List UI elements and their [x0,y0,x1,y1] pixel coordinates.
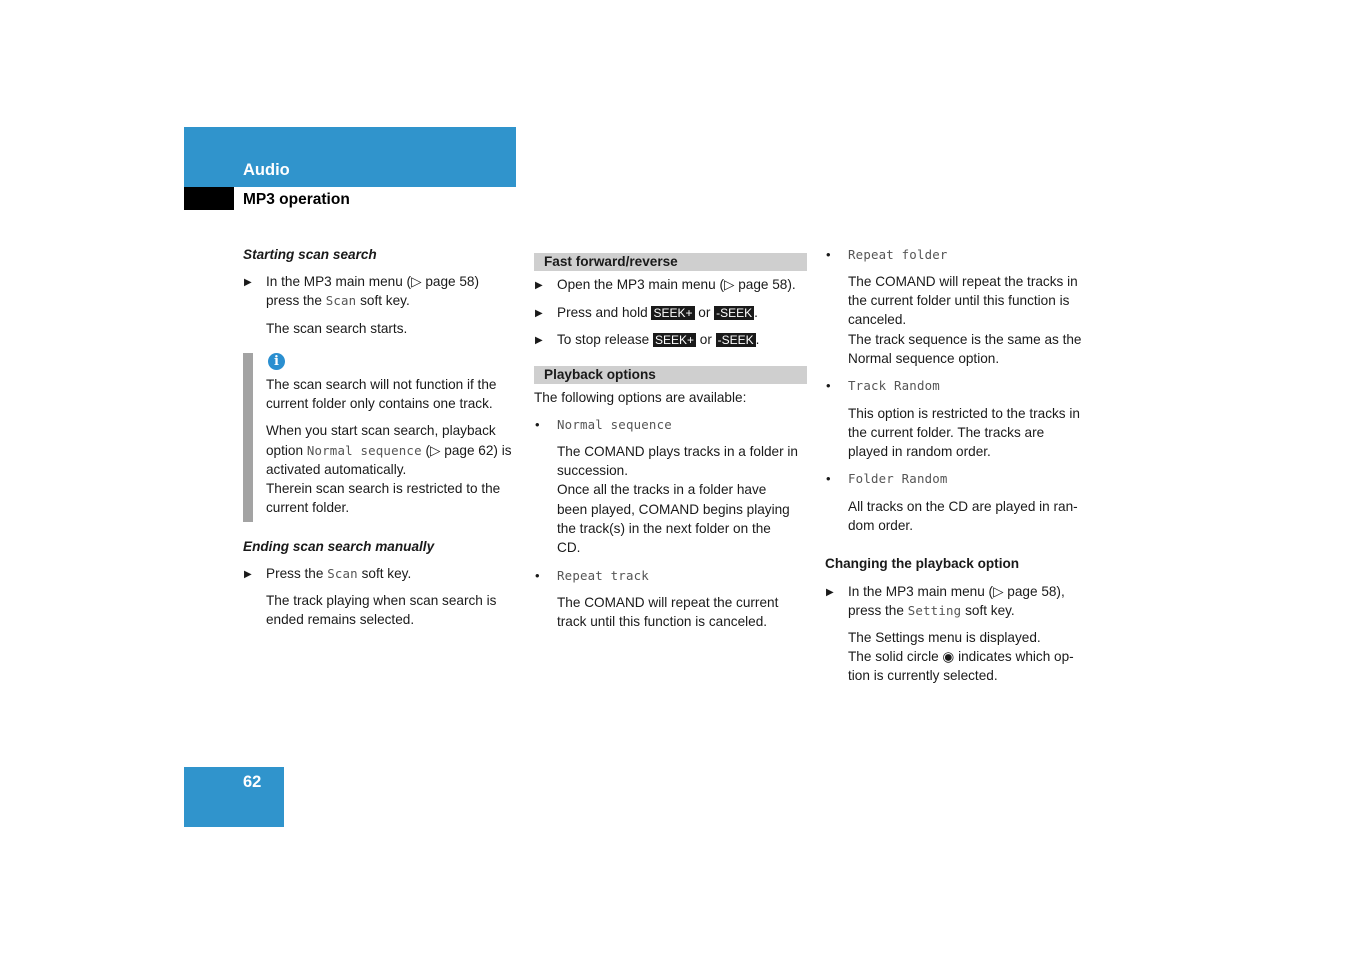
option-normal-sequence: Normal sequence [557,417,672,432]
option-description: The COMAND will repeat the tracks in the current folder until this function is canceled. The track sequence is the same as the Normal sequence option. [848,274,1082,366]
step-result: The scan search starts. [266,321,408,336]
option-folder-random: Folder Random [848,471,948,486]
step-result: The Settings menu is displayed. The solid circle ◉ indicates which op- tion is currently selected. [848,630,1074,684]
bullet-icon: • [826,471,831,486]
option-repeat-track: Repeat track [557,568,649,583]
step-stop-release: To stop release SEEK+ or -SEEK . [557,332,760,347]
step-start-scan: In the MP3 main menu (▷ page 58) press the Scan soft key. [266,274,479,309]
subtitle-marker [184,187,234,210]
step-result: The track playing when scan search is ended remains selected. [266,593,497,628]
bullet-icon: • [535,417,540,432]
header-banner [184,127,516,187]
bullet-icon: • [826,247,831,262]
option-description: The COMAND will repeat the current track until this function is canceled. [557,595,779,630]
setting-softkey: Setting [907,603,962,619]
section-subtitle: MP3 operation [243,191,350,208]
section-title: Audio [243,161,290,179]
scan-softkey: Scan [327,566,358,581]
step-arrow-icon: ▶ [244,277,252,288]
seek-forward-key: SEEK+ [653,306,693,320]
page-number-box [184,767,284,827]
info-note: The scan search will not function if the current folder only contains one track. When you start scan search, playback option Normal sequence (▷ page 62) is activated automatically. Therein scan search is restricted to the current folder. [266,377,512,516]
option-track-random: Track Random [848,378,940,393]
info-sidebar [243,353,253,522]
option-repeat-folder: Repeat folder [848,247,948,262]
scan-softkey: Scan [325,293,357,309]
seek-forward-key: SEEK+ [654,333,694,347]
bullet-icon: • [826,378,831,393]
starting-scan-heading: Starting scan search [243,247,377,262]
option-description: All tracks on the CD are played in ran- dom order. [848,499,1078,534]
option-description: This option is restricted to the tracks in the current folder. The tracks are played in random order. [848,406,1080,460]
step-press-hold: Press and hold SEEK+ or -SEEK . [557,305,758,320]
step-arrow-icon: ▶ [826,587,834,598]
step-arrow-icon: ▶ [535,335,543,346]
ending-scan-heading: Ending scan search manually [243,539,435,554]
playback-options-heading: Playback options [534,366,807,384]
step-arrow-icon: ▶ [535,280,543,291]
step-arrow-icon: ▶ [535,308,543,319]
info-icon: i [268,353,285,370]
page-number: 62 [243,773,262,791]
step-open-menu: Open the MP3 main menu (▷ page 58). [557,277,796,292]
step-end-scan: Press the Scan soft key. [266,566,412,581]
changing-option-heading: Changing the playback option [825,556,1020,571]
option-description: The COMAND plays tracks in a folder in succession. Once all the tracks in a folder have been played, COMAND begins playing the track(s) in the next folder on the CD. [557,444,798,556]
step-open-settings: In the MP3 main menu (▷ page 58), press the Setting soft key. [848,584,1065,619]
seek-back-key: -SEEK [716,306,753,320]
step-arrow-icon: ▶ [244,569,252,580]
playback-intro: The following options are available: [534,390,747,405]
bullet-icon: • [535,568,540,583]
fast-forward-heading: Fast forward/reverse [534,253,807,271]
seek-back-key: -SEEK [717,333,754,347]
